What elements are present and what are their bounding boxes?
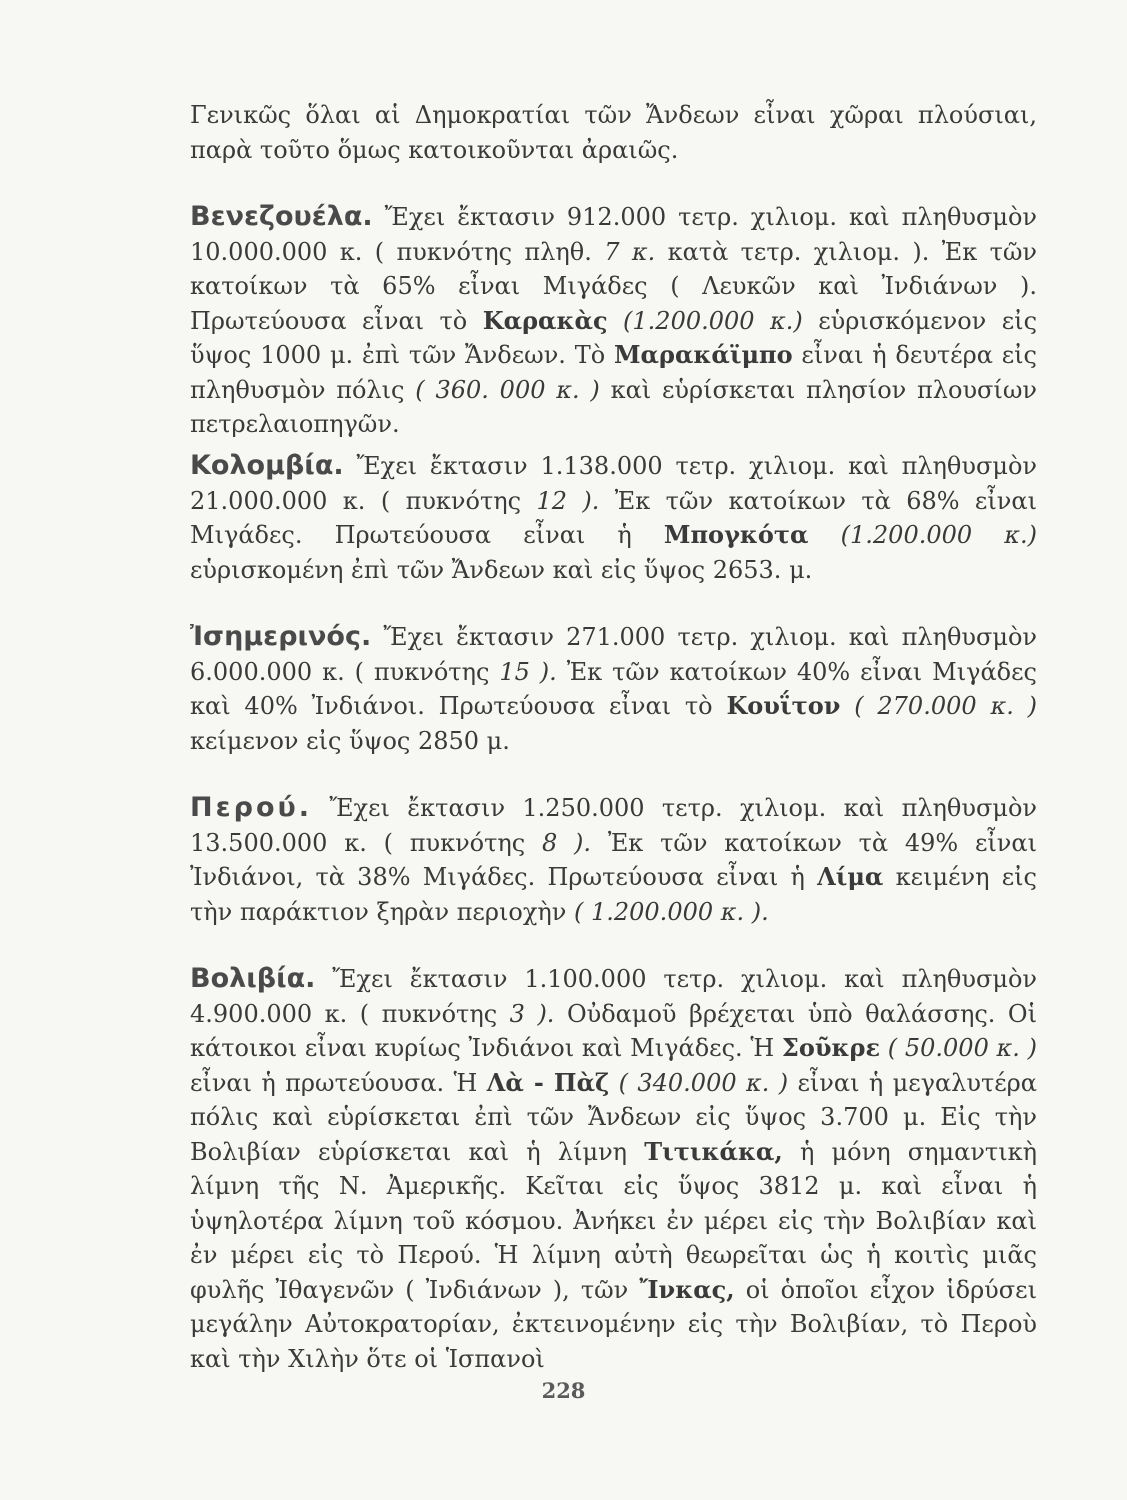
bold-place-name: Κουΐτον [726,691,841,720]
text-run: Ἐκ τῶν κατοίκων 40% εἶναι Μιγάδες καὶ 40% Ἰνδιάνοι. Πρωτεύουσα εἶναι τὸ [190,657,1037,720]
country-heading: Βενεζουέλα. [190,201,373,232]
paragraph-venezuela [190,200,1037,442]
text-run: εἶναι ἡ μεγαλυτέρα πόλις καὶ εὑρίσκεται ἐπὶ τῶν Ἄνδεων εἰς ὕψος 3.700 μ. Εἰς τὴν Βολιβίαν εὑρίσκεται καὶ ἡ λίμνη [190,1068,1038,1166]
text-run: εὑρισκομένη ἐπὶ τῶν Ἄνδεων καὶ εἰς ὕψος 2653. μ. [190,555,813,584]
paragraph-colombia [190,449,1037,587]
bold-place-name: Μπογκότα [663,520,809,549]
text-run: κατὰ τετρ. χιλιομ. ). Ἐκ τῶν κατοίκων τὰ 65% εἶναι Μιγάδες ( Λευκῶν καὶ Ἰνδιάνων ). Πρωτεύουσα εἶναι τὸ [190,237,1038,335]
text-run: Ἔχει ἔκτασιν 1.100.000 τετρ. χιλιομ. καὶ πληθυσμὸν 4.900.000 κ. ( πυκνότης [190,965,1037,1028]
italic-figure: ( 270.000 κ. ) [840,692,1038,720]
country-heading: Περού. [190,792,312,823]
bold-place-name: Καρακὰς [482,305,608,335]
text-run: κείμενον εἰς ὕψος 2850 μ. [190,726,510,755]
italic-figure: 3 ). [509,999,555,1028]
text-run: Ἔχει ἔκτασιν 1.138.000 τετρ. χιλιομ. καὶ πληθυσμὸν 21.000.000 κ. ( πυκνότης [190,452,1037,515]
italic-figure: (1.200.000 κ.) [808,521,1037,549]
text-run: κειμένη εἰς τὴν παράκτιον ξηρὰν περιοχὴν [190,863,1037,926]
italic-figure: ( 340.000 κ. ) [609,1068,789,1097]
text-run: Ἔχει ἔκτασιν 912.000 τετρ. χιλιομ. καὶ πληθυσμὸν 10.000.000 κ. ( πυκνότης πληθ. [190,203,1037,266]
italic-figure: (1.200.000 κ.) [607,306,803,335]
text-run: Γενικῶς ὅλαι αἱ Δημοκρατίαι τῶν Ἄνδεων εἶναι χῶραι πλούσιαι, παρὰ τοῦτο ὅμως κατοικοῦνται ἀραιῶς. [190,101,1037,164]
bold-place-name: Μαρακάϊμπο [613,340,793,369]
country-heading: Ἰσημερινός. [190,621,372,652]
text-run: ἡ μόνη σημαντικὴ λίμνη τῆς Ν. Ἀμερικῆς. Κεῖται εἰς ὕψος 3812 μ. καὶ εἶναι ἡ ὑψηλοτέρα λίμνη τοῦ κόσμου. Ἀνήκει ἐν μέρει εἰς τὴν Βολιβίαν καὶ ἐν μέρει εἰς τὸ Περού. Ἡ λίμνη αὐτὴ θεωρεῖται ὡς ἡ κοιτὶς μιᾶς φυλῆς Ἰθαγενῶν ( Ἰνδιάνων ), τῶν [190,1137,1037,1304]
text-run: εὑρισκόμενον εἰς ὕψος 1000 μ. ἐπὶ τῶν Ἄνδεων. Τὸ [190,306,1038,369]
bold-place-name: Τιτικάκα, [644,1136,783,1166]
italic-figure: 7 κ. [604,237,656,266]
bold-place-name: Σοῦκρε [781,1033,881,1062]
italic-figure: ( 1.200.000 κ. ). [573,897,769,926]
text-run: Ἔχει ἔκτασιν 1.250.000 τετρ. χιλιομ. καὶ πληθυσμὸν 13.500.000 κ. ( πυκνότης [190,794,1037,857]
text-run: Ἔχει ἔκτασιν 271.000 τετρ. χιλιομ. καὶ πληθυσμὸν 6.000.000 κ. ( πυκνότης [190,623,1037,686]
italic-figure: 8 ). [542,828,592,857]
text-run: Ἐκ τῶν κατοίκων τὰ 49% εἶναι Ἰνδιάνοι, τὰ 38% Μιγάδες. Πρωτεύουσα εἶναι ἡ [190,828,1038,891]
paragraph-bolivia [190,962,1037,1376]
bold-place-name: Λὰ - Πὰζ [486,1067,610,1097]
italic-figure: 12 ). [536,486,600,515]
italic-figure: 15 ). [499,657,557,686]
text-run: Ἐκ τῶν κατοίκων τὰ 68% εἶναι Μιγάδες. Πρωτεύουσα εἶναι ἡ [190,486,1037,549]
paragraph-peru [190,791,1037,929]
text-run: καὶ εὑρίσκεται πλησίον πλουσίων πετρελαιοπηγῶν. [190,375,1037,438]
text-run: εἶναι ἡ πρωτεύουσα. Ἡ [190,1068,487,1097]
text-run: Οὐδαμοῦ βρέχεται ὑπὸ θαλάσσης. Οἱ κάτοικοι εἶναι κυρίως Ἰνδιάνοι καὶ Μιγάδες. Ἡ [190,999,1038,1062]
country-heading: Βολιβία. [190,963,316,994]
italic-figure: ( 50.000 κ. ) [880,1034,1037,1062]
country-heading: Κολομβία. [190,450,344,481]
page-number: 228 [541,1378,586,1403]
paragraph-intro [190,98,1037,167]
paragraph-ecuador [190,620,1037,758]
text-run: εἶναι ἡ δευτέρα εἰς πληθυσμὸν πόλις [190,341,1038,404]
italic-figure: ( 360. 000 κ. ) [415,375,600,404]
bold-place-name: Λίμα [817,862,884,891]
text-run: οἱ ὁποῖοι εἶχον ἱδρύσει μεγάλην Αὐτοκρατορίαν, ἐκτεινομένην εἰς τὴν Βολιβίαν, τὸ Περοὺ καὶ τὴν Χιλὴν ὅτε οἱ Ἱσπανοὶ [190,1275,1038,1373]
bold-place-name: Ἴνκας, [639,1274,735,1304]
